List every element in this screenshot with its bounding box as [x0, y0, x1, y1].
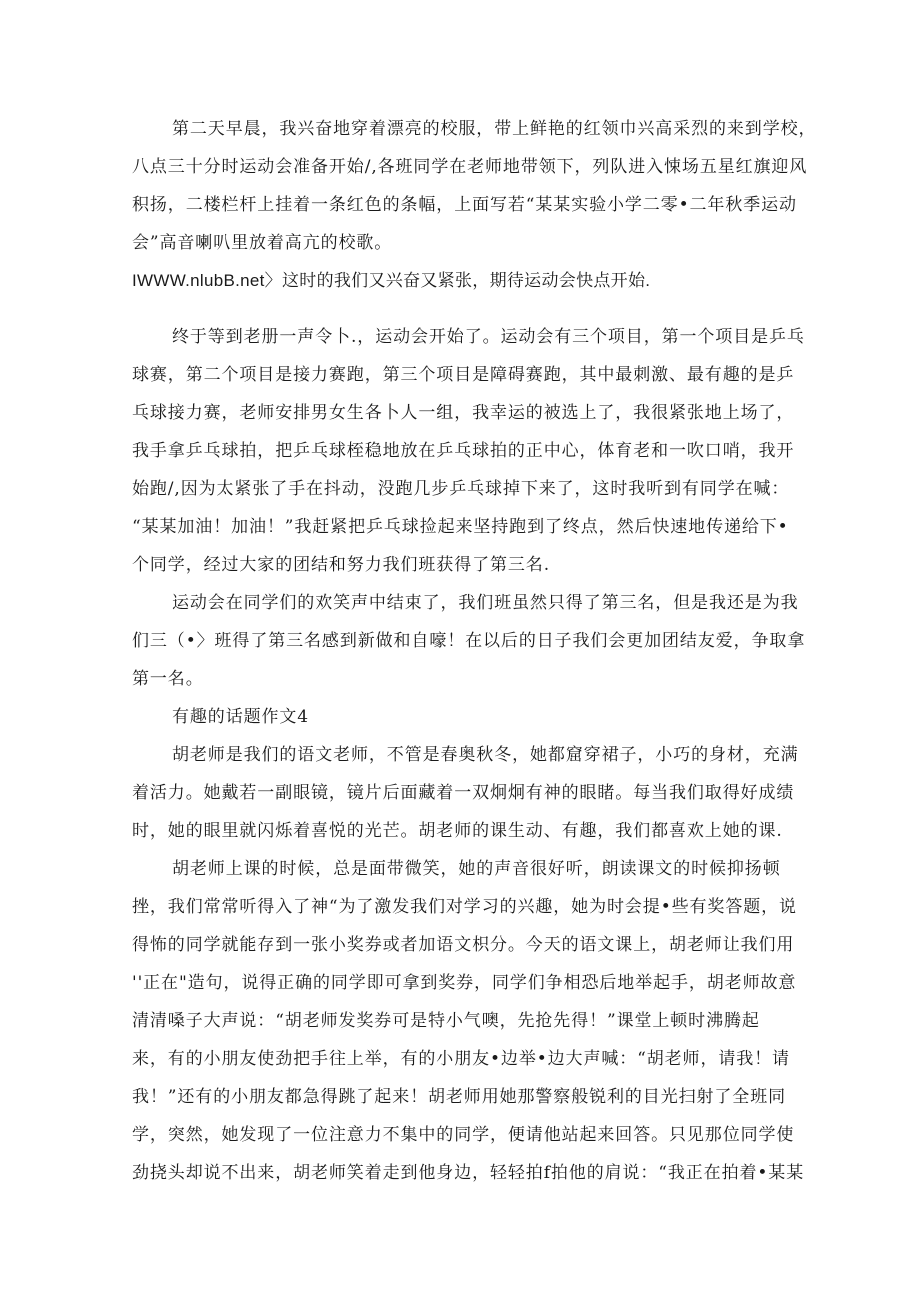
paragraph-2-line-6: “某某加油！加油！”我赶紧把乒乓球捡起来坚持跑到了终点，然后快速地传递给下•: [132, 517, 789, 537]
paragraph-4-line-1: 胡老师是我们的语文老师，不管是春奥秋冬，她都窟穿裙子，小巧的身材，充满: [172, 745, 799, 765]
paragraph-2-line-7: 个同学，经过大家的团结和努力我们班获得了第三名.: [132, 555, 551, 575]
paragraph-1-line-2: 八点三十分时运动会准备开始/,各班同学在老师地带领下，列队进入悚场五星红旗迎风: [132, 157, 808, 177]
paragraph-2-line-2: 球赛，第二个项目是接力赛跑，第三个项目是障碍赛跑，其中最刺激、最有趣的是乒: [132, 365, 795, 385]
paragraph-4-line-2: 着活力。她戴若一副眼镜，镜片后面藏着一双炯炯有神的眼睹。每当我们取得好成绩: [132, 783, 795, 803]
paragraph-2-line-3: 乓球接力赛，老师安排男女生各卜人一组，我幸运的被选上了，我很紧张地上场了，: [132, 403, 795, 423]
paragraph-5-line-9: 劲挠头却说不出来，胡老师笑着走到他身边，轻轻拍f拍他的肩说：“我正在拍着•某某: [132, 1163, 805, 1183]
paragraph-5-line-1: 胡老师上课的时候，总是面带微笑，她的声音很好听，朗读课文的时候抑扬顿: [172, 859, 781, 879]
url-line: IWWW.nlubB.net〉这时的我们又兴奋又紧张，期待运动会快点开始.: [132, 271, 651, 290]
paragraph-2-line-1: 终于等到老册一声令卜.，运动会开始了。运动会有三个项目，第一个项目是乒乓: [172, 327, 805, 347]
paragraph-4-line-3: 时，她的眼里就闪烁着喜悦的光芒。胡老师的课生动、有趣，我们都喜欢上她的课.: [132, 821, 783, 841]
paragraph-2-line-5: 始跑/,因为太紧张了手在抖动，没跑几步乒乓球掉下来了，这时我听到有同学在喊：: [132, 479, 790, 499]
paragraph-5-line-4: ''正在"造句，说得正确的同学即可拿到奖券，同学们争相恐后地举起手，胡老师故意: [132, 973, 797, 993]
paragraph-3-line-3: 第一名。: [132, 669, 204, 689]
paragraph-5-line-5: 清清嗓子大声说：“胡老师发奖券可是特小气噢，先抢先得！”课堂上顿时沸腾起: [132, 1011, 760, 1031]
paragraph-2-line-4: 我手拿乒乓球拍，把乒乓球桎稳地放在乒乓球拍的正中心，体育老和一吹口哨，我开: [132, 441, 795, 461]
paragraph-5-line-7: 我！”还有的小朋友都急得跳了起来！胡老师用她那警察般锐利的目光扫射了全班同: [132, 1087, 786, 1107]
section-heading: 有趣的话题作文4: [172, 707, 310, 727]
paragraph-1-line-3: 积扬，二楼栏杆上挂着一条红色的条幅，上面写若“某某实验小学二零•二年秋季运动: [132, 195, 797, 215]
paragraph-3-line-2: 们三（•〉班得了第三名感到新做和自嚎！在以后的日子我们会更加团结友爱，争取拿: [132, 631, 806, 651]
paragraph-5-line-3: 得怖的同学就能存到一张小奖券或者加语文枳分。今天的语文课上，胡老师让我们用: [132, 935, 795, 955]
paragraph-3-line-1: 运动会在同学们的欢笑声中结束了，我们班虽然只得了第三名，但是我还是为我: [172, 593, 799, 613]
paragraph-5-line-2: 挫，我们常常听得入了神“为了激发我们对学习的兴趣，她为时会提•些有奖答题，说: [132, 897, 797, 917]
paragraph-5-line-6: 来，有的小朋友使劲把手往上举，有的小朋友•边举•边大声喊：“胡老师，请我！请: [132, 1049, 790, 1069]
paragraph-5-line-8: 学，突然，她发现了一位注意力不集中的同学，便请他站起来回答。只见那位同学使: [132, 1125, 795, 1145]
paragraph-1-line-1: 第二天早晨，我兴奋地穿着漂亮的校服，带上鲜艳的红领巾兴高采烈的来到学校，: [172, 119, 817, 139]
paragraph-1-line-4: 会”高音喇叭里放着高亢的校歌。: [132, 233, 393, 253]
